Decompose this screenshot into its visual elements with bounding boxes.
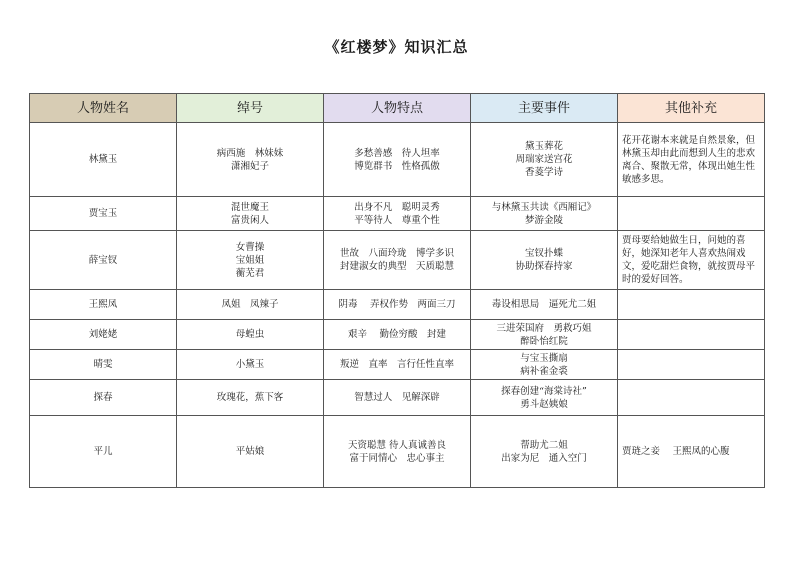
header-other: 其他补充 (618, 94, 765, 123)
table-row (30, 197, 765, 231)
cell-line: 艰辛 勤俭穷酸 封建 (347, 329, 447, 340)
cell-name (30, 290, 177, 320)
cell-events (471, 320, 618, 350)
cell-nickname (177, 350, 324, 380)
cell-line: 母蝗虫 (235, 329, 265, 340)
cell-other (618, 320, 765, 350)
cell-other (618, 350, 765, 380)
character-name: 贾宝玉 (88, 208, 118, 219)
cell-name (30, 197, 177, 231)
cell-line: 与宝玉撕扇 (520, 352, 568, 364)
cell-line: 与林黛玉共读《西厢记》 (491, 201, 597, 213)
character-name: 王熙凤 (88, 299, 118, 310)
cell-nickname (177, 290, 324, 320)
cell-text: 贾琏之妾 王熙凤的心腹 (622, 446, 730, 457)
table-row (30, 290, 765, 320)
cell-events (471, 290, 618, 320)
character-name: 薛宝钗 (88, 254, 118, 266)
cell-line: 富于同情心 忠心事主 (349, 452, 445, 464)
cell-line: 醉卧怡红院 (520, 335, 568, 347)
cell-nickname (177, 231, 324, 290)
cell-other (618, 123, 765, 197)
cell-line: 出身不凡 聪明灵秀 (354, 201, 440, 213)
cell-name (30, 380, 177, 416)
cell-name (30, 123, 177, 197)
header-events: 主要事件 (471, 94, 618, 123)
table-row (30, 123, 765, 197)
cell-traits (324, 123, 471, 197)
cell-line: 梦游金陵 (524, 214, 563, 226)
cell-other (618, 380, 765, 416)
cell-line: 博览群书 性格孤傲 (354, 160, 440, 172)
cell-line: 封建淑女的典型 天质聪慧 (339, 261, 454, 272)
cell-traits (324, 231, 471, 290)
character-name: 平儿 (93, 446, 113, 457)
cell-line: 叛逆 直率 言行任性直率 (339, 359, 454, 370)
cell-nickname (177, 416, 324, 488)
cell-text: 花开花谢本来就是自然景象，但林黛玉却由此而想到人生的悲欢离合、聚散无常，体现出她生性敏感多思。 (622, 134, 756, 185)
cell-line: 三进荣国府 勇救巧姐 (496, 322, 592, 334)
cell-name (30, 320, 177, 350)
cell-traits (324, 350, 471, 380)
character-name: 林黛玉 (88, 154, 118, 165)
cell-line: 病补雀金裘 (520, 365, 568, 377)
table-row (30, 320, 765, 350)
cell-line: 多愁善感 待人坦率 (354, 147, 440, 159)
cell-line: 阴毒 弄权作势 两面三刀 (338, 299, 456, 310)
cell-other (618, 290, 765, 320)
knowledge-table (29, 93, 765, 488)
table-row (30, 416, 765, 488)
cell-events (471, 416, 618, 488)
cell-line: 小黛玉 (235, 359, 265, 370)
cell-other (618, 416, 765, 488)
cell-events (471, 231, 618, 290)
cell-events (471, 350, 618, 380)
cell-line: 平姑娘 (235, 446, 265, 457)
cell-line: 玫瑰花，蕉下客 (216, 392, 284, 403)
cell-events (471, 123, 618, 197)
cell-line: 潇湘妃子 (230, 160, 269, 172)
cell-name (30, 416, 177, 488)
cell-line: 香菱学诗 (524, 167, 563, 178)
cell-nickname (177, 380, 324, 416)
cell-line: 探春创建“海棠诗社” (501, 385, 587, 397)
cell-line: 帮助尤二姐 (520, 439, 568, 451)
cell-traits (324, 290, 471, 320)
cell-line: 病西施 林妹妹 (216, 147, 284, 159)
cell-name (30, 350, 177, 380)
cell-line: 女曹操 (235, 241, 265, 253)
cell-traits (324, 416, 471, 488)
cell-line: 勇斗赵姨娘 (520, 398, 568, 410)
cell-traits (324, 380, 471, 416)
document-title: 《红楼梦》知识汇总 (324, 38, 469, 56)
table-row (30, 231, 765, 290)
cell-line: 毒设相思局 逼死尤二姐 (491, 299, 597, 310)
cell-line: 天资聪慧 待人真诚善良 (347, 439, 447, 451)
cell-line: 周瑞家送宫花 (515, 154, 573, 165)
cell-text: 贾母要给她做生日，问她的喜好，她深知老年人喜欢热闹戏文，爱吃甜烂食物，就按贾母平时的爱好回答。 (622, 235, 756, 285)
cell-other (618, 231, 765, 290)
cell-line: 平等待人 尊重个性 (354, 214, 440, 226)
cell-traits (324, 320, 471, 350)
cell-line: 出家为尼 通入空门 (501, 452, 587, 464)
cell-line: 蘅芜君 (235, 267, 265, 279)
cell-line: 富贵闲人 (230, 214, 269, 226)
cell-traits (324, 197, 471, 231)
cell-name (30, 231, 177, 290)
cell-events (471, 380, 618, 416)
header-nickname: 绰号 (177, 94, 324, 123)
cell-nickname (177, 123, 324, 197)
character-name: 探春 (93, 392, 113, 403)
table-row (30, 350, 765, 380)
cell-line: 协助探春持家 (515, 261, 573, 272)
cell-events (471, 197, 618, 231)
cell-line: 黛玉葬花 (524, 141, 563, 152)
table-body (30, 123, 765, 488)
table-row (30, 380, 765, 416)
character-name: 晴雯 (93, 359, 113, 370)
cell-line: 凤姐 凤辣子 (221, 299, 279, 310)
cell-nickname (177, 320, 324, 350)
cell-line: 智慧过人 见解深辟 (354, 392, 440, 403)
cell-nickname (177, 197, 324, 231)
cell-line: 世故 八面玲珑 博学多识 (339, 248, 454, 259)
character-name: 刘姥姥 (88, 329, 118, 340)
table-header-row (30, 94, 765, 123)
header-name: 人物姓名 (30, 94, 177, 123)
cell-other (618, 197, 765, 231)
cell-line: 混世魔王 (230, 201, 269, 213)
header-traits: 人物特点 (324, 94, 471, 123)
cell-line: 宝姐姐 (235, 254, 265, 266)
cell-line: 宝钗扑蝶 (524, 248, 563, 259)
